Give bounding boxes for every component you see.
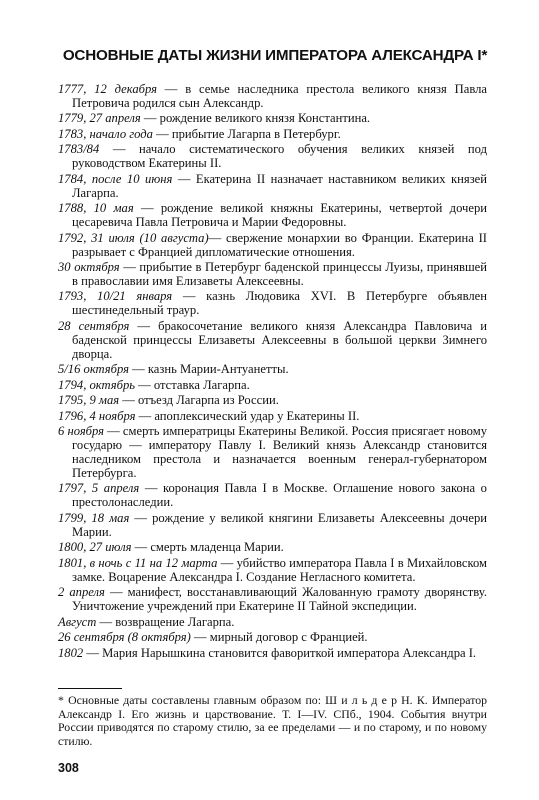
chronology-list	[58, 83, 487, 662]
entry-text: — казнь Людовика XVI. В Петербурге объявлен шестинедельный траур.	[72, 289, 487, 318]
footnote: * Основные даты составлены главным образом по: Ш и л ь д е р Н. К. Император Александр I. Его жизнь и царствование. Т. I—IV. СПб., 1904. События внутри России приводятся по старому стилю, за ее пределами — и по старому, и по новому стилю.	[58, 693, 487, 748]
chronology-entry	[58, 482, 487, 510]
entry-text: — смерть младенца Марии.	[131, 540, 284, 555]
entry-date: 30 октября	[58, 260, 120, 275]
entry-text: — апоплексический удар у Екатерины II.	[135, 408, 360, 423]
chronology-entry	[58, 425, 487, 481]
entry-date: 28 сентября	[58, 318, 130, 333]
entry-text: — начало систематического обучения великих князей под руководством Екатерины II.	[72, 142, 487, 171]
entry-date: 1777, 12 декабря	[58, 82, 157, 96]
entry-date: 5/16 октября	[58, 362, 129, 377]
entry-text: — мирный договор с Францией.	[190, 630, 368, 644]
entry-text: — убийство императора Павла I в Михайловском замке. Воцарение Александра I. Создание Негласного комитета.	[72, 555, 487, 584]
entry-text: — в семье наследника престола великого князя Павла Петровича родился сын Александр.	[72, 82, 487, 110]
chronology-entry	[58, 410, 487, 424]
entry-text: — смерть императрицы Екатерины Великой. Россия присягает новому государю — императору Павлу I. Великий князь Александр становится наследником престола и назначается военным генерал-губернатором Петербурга.	[72, 424, 488, 480]
entry-text: — рождение у великой княгини Елизаветы Алексеевны дочери Марии.	[72, 510, 487, 539]
entry-date: 1783/84	[58, 142, 100, 157]
entry-date: 1796, 4 ноября	[58, 408, 136, 423]
chronology-entry	[58, 394, 487, 408]
entry-date: 1802	[58, 645, 84, 660]
chronology-entry	[58, 290, 487, 318]
entry-date: 1799, 18 мая	[58, 510, 130, 525]
entry-text: — возвращение Лагарпа.	[96, 614, 235, 629]
entry-text: — рождение великой княжны Екатерины, четвертой дочери цесаревича Павла Петровича и Марии Федоровны.	[72, 201, 487, 230]
entry-text: — рождение великого князя Константина.	[140, 111, 371, 126]
entry-date: 1779, 27 апреля	[58, 111, 141, 126]
chronology-entry	[58, 631, 487, 645]
entry-text: — Мария Нарышкина становится фавориткой императора Александра I.	[83, 645, 477, 660]
entry-text: — свержение монархии во Франции. Екатерина II разрывает с Францией дипломатические отношения.	[72, 230, 487, 259]
chronology-entry	[58, 586, 487, 614]
chronology-entry	[58, 647, 487, 661]
chronology-entry	[58, 173, 487, 201]
entry-text: — коронация Павла I в Москве. Оглашение нового закона о престолонаследии.	[72, 481, 487, 510]
entry-text: — бракосочетание великого князя Александра Павловича и баденской принцессы Елизаветы Алексеевны в большой церкви Зимнего дворца.	[72, 318, 487, 361]
chronology-entry	[58, 512, 487, 540]
chronology-entry	[58, 261, 487, 289]
chronology-entry	[58, 616, 487, 630]
entry-date: 1800, 27 июля	[58, 540, 132, 555]
entry-text: — отставка Лагарпа.	[134, 377, 250, 392]
page-number: 308	[58, 761, 79, 775]
entry-date: 2 апреля	[58, 585, 105, 600]
entry-text: — казнь Марии-Антуанетты.	[128, 362, 289, 377]
entry-date: Август	[58, 614, 97, 629]
entry-text: — Екатерина II назначает наставником великих князей Лагарпа.	[72, 171, 488, 200]
chronology-entry	[58, 232, 487, 260]
chronology-entry	[58, 112, 487, 126]
entry-date: 1792, 31 июля (10 августа)	[58, 230, 209, 245]
entry-text: — прибытие Лагарпа в Петербург.	[152, 126, 341, 141]
entry-text: — прибытие в Петербург баденской принцессы Луизы, принявшей в православии имя Елизаветы Алексеевны.	[72, 260, 487, 288]
entry-text: — отъезд Лагарпа из России.	[119, 393, 279, 408]
entry-date: 1801, в ночь с 11 на 12 марта	[58, 555, 218, 570]
entry-date: 6 ноября	[58, 424, 105, 439]
chronology-entry	[58, 557, 487, 585]
page-title: ОСНОВНЫЕ ДАТЫ ЖИЗНИ ИМПЕРАТОРА АЛЕКСАНДРА I*	[62, 47, 488, 64]
chronology-entry	[58, 83, 487, 111]
entry-text: — манифест, восстанавливающий Жалованную грамоту дворянству. Уничтожение учреждений при Екатерине II Тайной экспедиции.	[72, 585, 487, 613]
chronology-entry	[58, 143, 487, 171]
chronology-entry	[58, 202, 487, 230]
entry-date: 1784, после 10 июня	[58, 171, 173, 186]
entry-date: 1788, 10 мая	[58, 201, 134, 216]
entry-date: 1793, 10/21 января	[58, 289, 173, 304]
chronology-entry	[58, 128, 487, 142]
entry-date: 1794, октябрь	[58, 377, 135, 392]
entry-date: 1795, 9 мая	[58, 393, 120, 408]
chronology-entry	[58, 363, 487, 377]
entry-date: 1783, начало года	[58, 126, 153, 141]
chronology-entry	[58, 379, 487, 393]
chronology-entry	[58, 541, 487, 555]
entry-date: 26 сентября (8 октября)	[58, 630, 191, 644]
footnote-divider	[58, 688, 122, 689]
chronology-entry	[58, 320, 487, 362]
entry-date: 1797, 5 апреля	[58, 481, 140, 496]
